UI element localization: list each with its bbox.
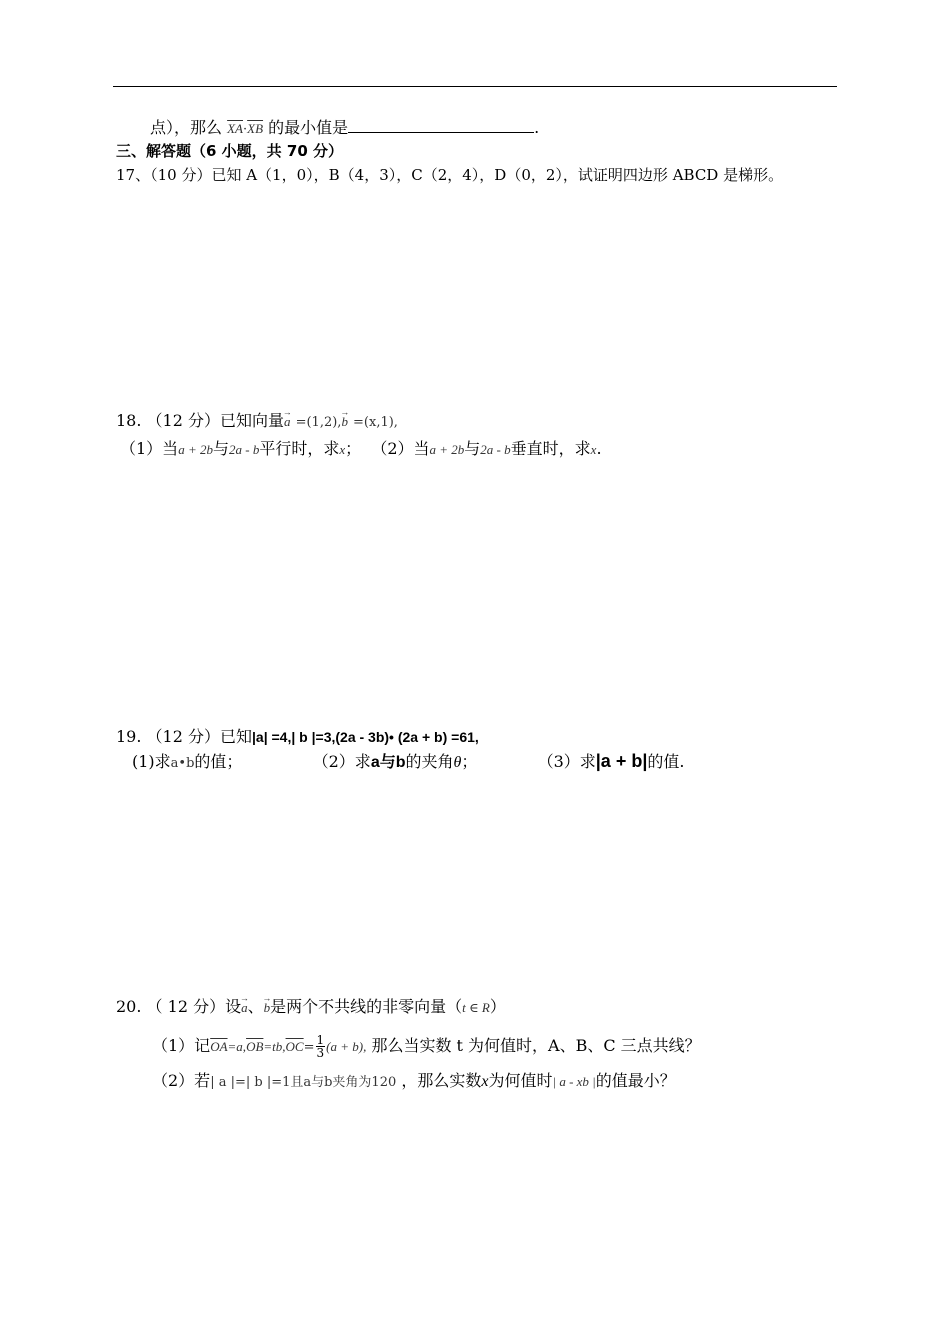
question-20-part-1: （1）记$\overline{OA}=a,\overline{OB}=tb,\overline{OC}=$ $\frac{1}{3}$ (a + b), 那么当实数 t 为何值时，A、B、C 三点共线？ bbox=[152, 1033, 701, 1060]
question-19-parts: (1)求a•b的值； （2）求a与b的夹角θ； （3）求|a + b|的值. bbox=[132, 751, 685, 771]
question-20-part-2: （2）若| a |=| b |=1且a与b夹角为120 ，那么实数x为何值时| a - xb |的值最小？ bbox=[152, 1071, 676, 1090]
answer-blank[interactable] bbox=[348, 116, 534, 133]
question-19-header: 19. （12 分）已知|a| =4,| b |=3,(2a - 3b)• (2a + b) =61, bbox=[116, 727, 479, 746]
section-header: 三、解答题（6 小题，共 70 分） bbox=[116, 142, 343, 160]
header-rule bbox=[113, 86, 837, 87]
question-17: 17、（10 分）已知 A（1，0），B（4，3），C（2，4），D（0，2），试证明四边形 ABCD 是梯形。 bbox=[116, 166, 784, 184]
fraction-one-third: $\frac{1}{3}$ bbox=[316, 1033, 325, 1060]
prev-question-tail: 点），那么 $\overline{XA}\cdot\overline{XB}$ 的最小值是 . bbox=[150, 118, 540, 137]
question-20-header: 20. （ 12 分）设→ a、→ b是两个不共线的非零向量（t ∈ R） bbox=[116, 996, 506, 1019]
question-18-parts: （1）当a + 2b与2a - b平行时，求x； （2）当a + 2b与2a - b垂直时，求x. bbox=[120, 439, 602, 458]
question-18-header: 18. （12 分）已知向量→ a =(1,2),→ b =(x,1), bbox=[116, 410, 398, 434]
